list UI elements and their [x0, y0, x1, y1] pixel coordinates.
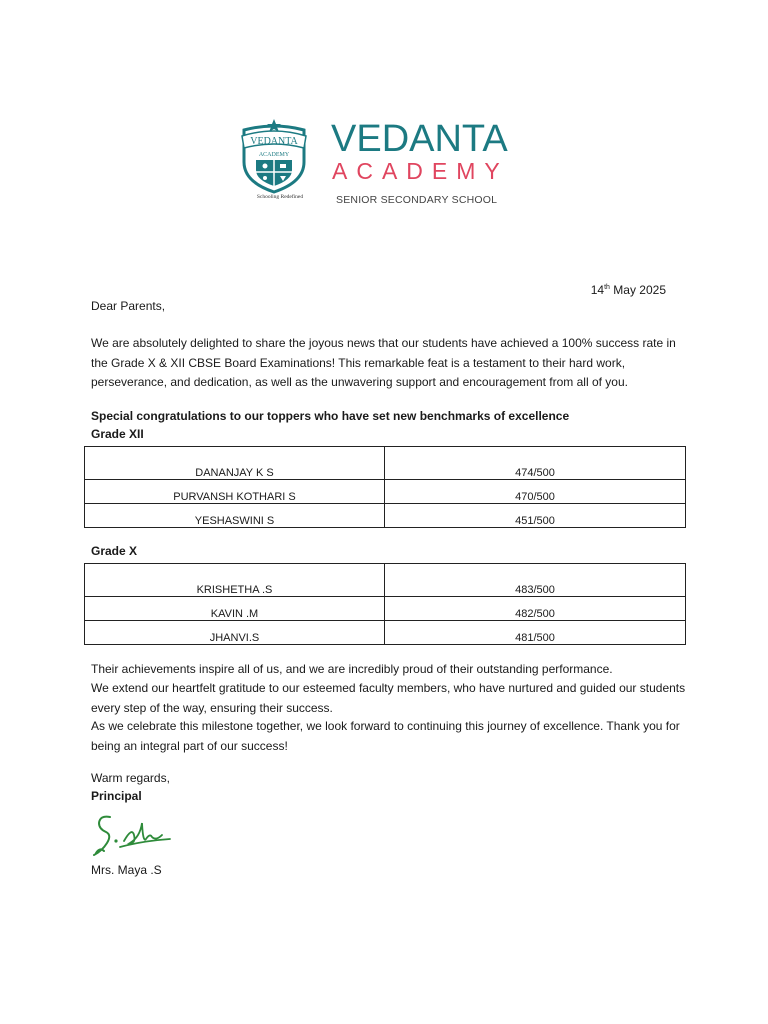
school-name-line1: VEDANTA — [331, 118, 508, 160]
svg-text:ACADEMY: ACADEMY — [258, 152, 290, 158]
closing-paragraph-1: Their achievements inspire all of us, and we are incredibly proud of their outstanding performance. — [91, 662, 613, 676]
school-crest-logo — [238, 118, 310, 202]
table-row — [85, 447, 686, 480]
closing-paragraph-3: As we celebrate this milestone together, we look forward to continuing this journey of excellence. Thank you for being an integral part of our success! — [91, 719, 680, 753]
table-row — [85, 480, 686, 504]
student-name: PURVANSH KOTHARI S — [85, 480, 385, 504]
school-tagline: Schooling Redefined — [256, 194, 304, 200]
student-name: KAVIN .M — [85, 597, 385, 621]
intro-paragraph: We are absolutely delighted to share the joyous news that our students have achieved a 100% success rate in the Grade X & XII CBSE Board Examinations! This remarkable feat is a testament to their hard work, perseverance, and dedication, as well as the unwavering support and encouragement from all of you. — [91, 336, 676, 389]
student-score: 481/500 — [385, 621, 686, 645]
principal-signature — [90, 807, 172, 859]
grade12-toppers-table — [84, 446, 686, 528]
table-row — [85, 504, 686, 528]
grade12-heading: Grade XII — [91, 427, 144, 441]
school-name-line3: SENIOR SECONDARY SCHOOL — [336, 194, 498, 206]
table-row — [85, 621, 686, 645]
student-name: KRISHETHA .S — [85, 564, 385, 597]
table-row — [85, 597, 686, 621]
date-month-year: May 2025 — [609, 283, 666, 297]
student-score: 474/500 — [385, 447, 686, 480]
letterhead — [238, 118, 538, 210]
school-name-line2: ACADEMY — [332, 158, 509, 184]
student-name: JHANVI.S — [85, 621, 385, 645]
signatory-title: Principal — [91, 789, 142, 803]
grade10-heading: Grade X — [91, 544, 138, 558]
table-row — [85, 564, 686, 597]
salutation: Dear Parents, — [91, 299, 166, 313]
congrats-heading: Special congratulations to our toppers who have set new benchmarks of excellence — [91, 409, 570, 423]
date-suffix: th — [604, 284, 610, 291]
student-score: 482/500 — [385, 597, 686, 621]
school-name — [331, 120, 509, 206]
signatory-name: Mrs. Maya .S — [91, 863, 162, 877]
letter-date — [591, 283, 666, 297]
grade10-toppers-table — [84, 563, 686, 645]
regards: Warm regards, — [91, 771, 170, 785]
student-name: YESHASWINI S — [85, 504, 385, 528]
svg-text:VEDANTA: VEDANTA — [250, 136, 298, 147]
closing-paragraph-2: We extend our heartfelt gratitude to our esteemed faculty members, who have nurtured and guided our students every step of the way, ensuring their success. — [91, 681, 686, 715]
student-score: 451/500 — [385, 504, 686, 528]
student-score: 470/500 — [385, 480, 686, 504]
student-score: 483/500 — [385, 564, 686, 597]
date-day: 14 — [590, 283, 605, 297]
student-name: DANANJAY K S — [85, 447, 385, 480]
